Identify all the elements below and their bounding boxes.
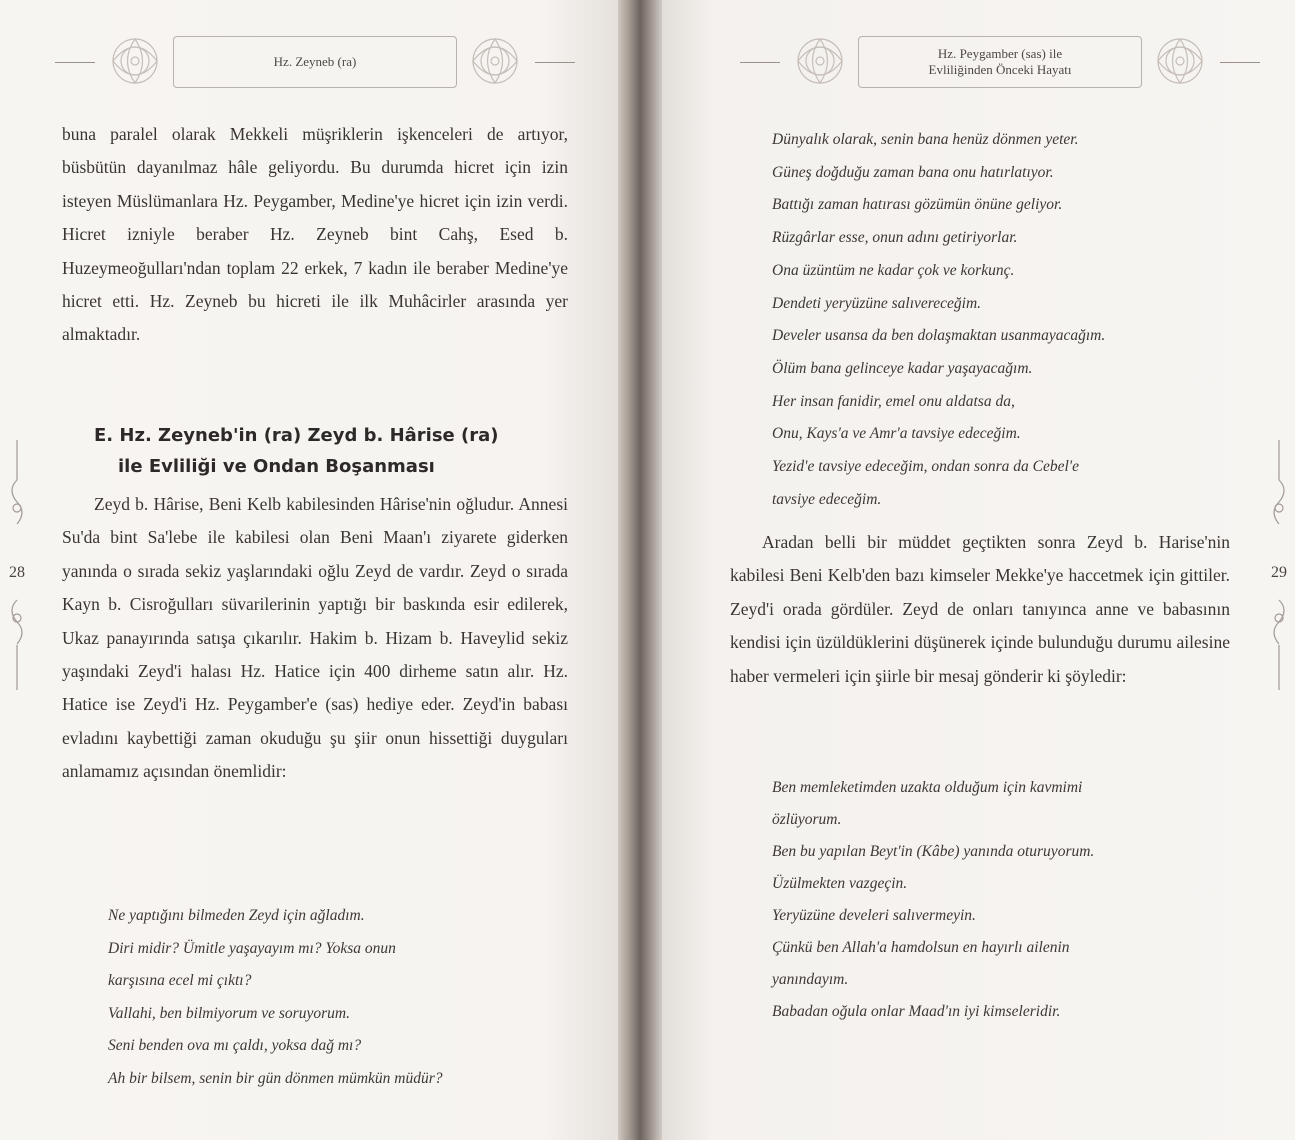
poem-line: Güneş doğduğu zaman bana onu hatırlatıyor. bbox=[772, 163, 1054, 181]
header-title: Hz. Peygamber (sas) ile bbox=[937, 46, 1063, 61]
poem-line: Çünkü ben Allah'a hamdolsun en hayırlı ailenin bbox=[772, 939, 1070, 956]
poem-line: Dendeti yeryüzüne salıvereceğim. bbox=[772, 294, 982, 312]
poem-block bbox=[772, 772, 1094, 1028]
poem-line: Battığı zaman hatırası gözümün önüne geliyor. bbox=[772, 196, 1063, 214]
heading-line: ile Evliliği ve Ondan Boşanması bbox=[118, 456, 435, 477]
floral-ornament-icon bbox=[780, 28, 860, 94]
header-rule-right bbox=[1220, 62, 1260, 63]
header-rule-left bbox=[740, 62, 780, 63]
body-paragraph bbox=[730, 526, 1230, 693]
running-header bbox=[740, 22, 1260, 102]
poem-line: tavsiye edeceğim. bbox=[772, 490, 882, 508]
left-page bbox=[0, 0, 618, 1140]
poem-line: Her insan fanidir, emel onu aldatsa da, bbox=[772, 392, 1015, 410]
page-number: 29 bbox=[1271, 564, 1287, 581]
poem-line: yanındayım. bbox=[772, 971, 849, 988]
poem-line: Vallahi, ben bilmiyorum ve soruyorum. bbox=[108, 1004, 350, 1022]
section-heading bbox=[94, 420, 564, 482]
page-number: 28 bbox=[9, 564, 25, 581]
floral-ornament-icon bbox=[1140, 28, 1220, 94]
right-page bbox=[662, 0, 1295, 1140]
poem-block bbox=[108, 900, 443, 1095]
paragraph-text: Zeyd b. Hârise, Beni Kelb kabilesinden Hârise'nin oğludur. Annesi Su'da bint Sa'lebe ile kabilesi olan Beni Maan'ı ziyarete giderken yanında o sırada sekiz yaşlarındaki oğlu Zeyd de vardır. Zeyd o sırada Kayn b. Cisroğulları süvarilerinin yaptığı bir baskında esir edilerek, Ukaz panayırında satışa çıkarılır. Hakim b. Hizam b. Haveylid sekiz yaşındaki Zeyd'i halası Hz. Hatice için 400 dirheme satın alır. Hz. Hatice ise Zeyd'i Hz. Peygamber'e (sas) hediye eder. Zeyd'in babası evladını kaybettiği zaman okuduğu şu şiir onun hissettiği duyguları anlamamız açısından önemlidir: bbox=[62, 494, 568, 782]
poem-line: Ben bu yapılan Beyt'in (Kâbe) yanında oturuyorum. bbox=[772, 843, 1095, 860]
poem-line: Rüzgârlar esse, onun adını getiriyorlar. bbox=[772, 229, 1018, 247]
poem-line: Ah bir bilsem, senin bir gün dönmen mümkün müdür? bbox=[108, 1069, 443, 1087]
poem-line: Ne yaptığını bilmeden Zeyd için ağladım. bbox=[108, 907, 365, 924]
running-header bbox=[55, 22, 575, 102]
poem-line: karşısına ecel mi çıktı? bbox=[108, 972, 252, 989]
poem-line: Babadan oğula onlar Maad'ın iyi kimseleridir. bbox=[772, 1003, 1061, 1020]
poem-line: Ona üzüntüm ne kadar çok ve korkunç. bbox=[772, 261, 1015, 279]
header-title: Hz. Zeyneb (ra) bbox=[273, 54, 357, 69]
header-rule-right bbox=[535, 62, 575, 63]
poem-line: Yeryüzüne develeri salıvermeyin. bbox=[772, 907, 976, 924]
poem-line: Yezid'e tavsiye edeceğim, ondan sonra da Cebel'e bbox=[772, 458, 1079, 476]
book-gutter bbox=[618, 0, 662, 1140]
header-rule-left bbox=[55, 62, 95, 63]
page-number-ornament bbox=[2, 440, 32, 690]
poem-line: Ben memleketimden uzakta olduğum için kavmimi bbox=[772, 779, 1083, 796]
poem-line: Develer usansa da ben dolaşmaktan usanmayacağım. bbox=[772, 327, 1106, 345]
paragraph-text: Aradan belli bir müddet geçtikten sonra Zeyd b. Harise'nin kabilesi Beni Kelb'den bazı kimseler Mekke'ye haccetmek için gittiler. Zeyd'i orada gördüler. Zeyd de onları tanıyınca anne ve babasının kendisi için üzüldüklerini düşünerek içinde bulunduğu durumu ailesine haber vermeleri için şiirle bir mesaj gönderir ki şöyledir: bbox=[730, 532, 1230, 686]
floral-ornament-icon bbox=[455, 28, 535, 94]
poem-line: Üzülmekten vazgeçin. bbox=[772, 875, 908, 892]
body-paragraph bbox=[62, 488, 568, 789]
poem-line: özlüyorum. bbox=[772, 811, 842, 828]
body-paragraph bbox=[62, 118, 568, 352]
paragraph-text: buna paralel olarak Mekkeli müşriklerin işkenceleri de artıyor, büsbütün dayanılmaz hâle geliyordu. Bu durumda hicret için izin isteyen Müslümanlara Hz. Peygamber, Medine'ye hicret için izin verdi. Hicret izniyle beraber Hz. Zeyneb bint Cahş, Esed b. Huzeymeoğulları'ndan toplam 22 erkek, 7 kadın ile beraber Medine'ye hicret etti. Hz. Zeyneb bu hicreti ile ilk Muhâcirler arasında yer almaktadır. bbox=[62, 124, 568, 345]
poem-block bbox=[772, 124, 1105, 516]
poem-line: Seni benden ova mı çaldı, yoksa dağ mı? bbox=[108, 1037, 362, 1054]
poem-line: Diri midir? Ümitle yaşayayım mı? Yoksa onun bbox=[108, 939, 396, 957]
header-title-plate bbox=[858, 36, 1142, 88]
poem-line: Onu, Kays'a ve Amr'a tavsiye edeceğim. bbox=[772, 425, 1021, 443]
heading-line: E. Hz. Zeyneb'in (ra) Zeyd b. Hârise (ra) bbox=[94, 425, 499, 446]
floral-ornament-icon bbox=[95, 28, 175, 94]
header-title-plate bbox=[173, 36, 457, 88]
page-number-ornament bbox=[1264, 440, 1294, 690]
poem-line: Dünyalık olarak, senin bana henüz dönmen yeter. bbox=[772, 131, 1079, 148]
poem-line: Ölüm bana gelinceye kadar yaşayacağım. bbox=[772, 359, 1033, 377]
header-title: Evliliğinden Önceki Hayatı bbox=[928, 62, 1072, 77]
